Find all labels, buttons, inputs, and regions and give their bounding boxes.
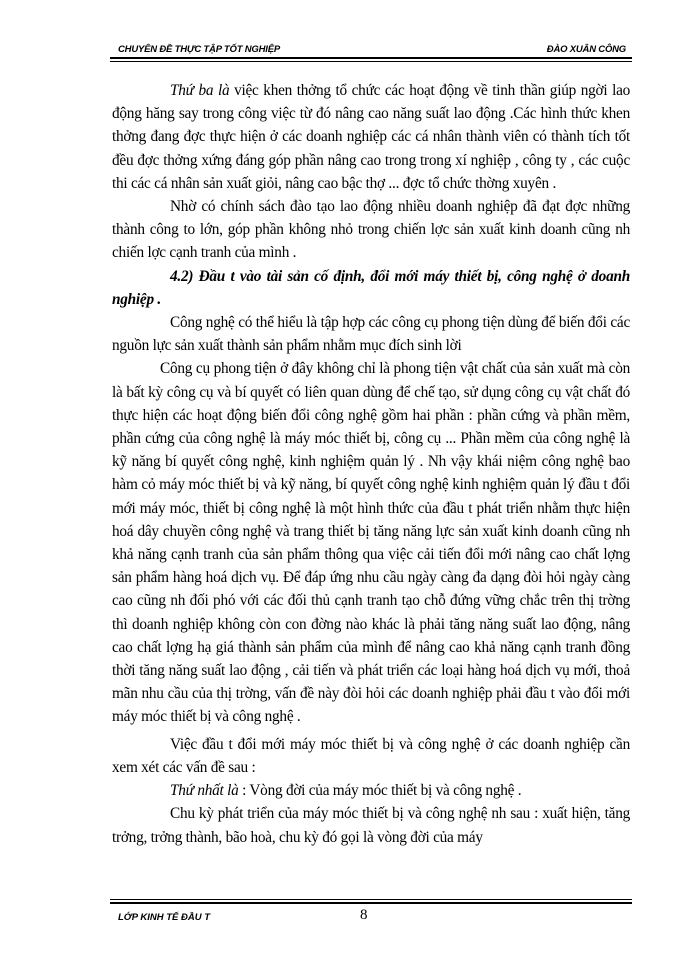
page-header (110, 38, 630, 58)
header-author-name: ĐÀO XUÂN CÔNG (546, 44, 626, 55)
paragraph-6-lead: Thứ nhất là (170, 782, 239, 800)
paragraph-6 (112, 779, 630, 802)
page-footer (110, 904, 632, 926)
document-body (112, 79, 630, 849)
paragraph-1-lead: Thứ ba là (170, 82, 230, 99)
paragraph-6-text: : Vòng đời của máy móc thiết bị và công nghệ . (238, 782, 522, 800)
header-rule-thick (110, 57, 632, 59)
footer-class-name: LỚP KINH TẾ ĐẦU T (118, 912, 211, 923)
header-document-title: CHUYÊN ĐỀ THỰC TẬP TỐT NGHIỆP (118, 44, 280, 55)
header-rule-thin (110, 61, 632, 62)
paragraph-7: Chu kỳ phát triển của máy móc thiết bị và công nghệ nh sau : xuất hiện, tăng trởng, trởng thành, bão hoà, chu kỳ đó gọi là vòng đời của máy (112, 805, 630, 846)
page-number: 8 (360, 907, 368, 923)
paragraph-1-text: việc khen thởng tổ chức các hoạt động về tinh thần giúp ngời lao động hăng say trong công việc từ đó nâng cao năng suất lao động .Các hình thức khen thởng đang đợc thực hiện ở các doanh nghiệp các cá nhân thành viên có thành tích tốt đều đợc thởng xứng đáng góp phần nâng cao trong trong xí nghiệp , công ty , các cuộc thi các cá nhân sản xuất giỏi, nâng cao bậc thợ ... đợc tổ chức thờng xuyên . (112, 82, 631, 192)
paragraph-2: Nhờ có chính sách đào tạo lao động nhiều doanh nghiệp đã đạt đợc những thành công to lớn, góp phần không nhỏ trong chiến lợc sản xuất kinh doanh cũng nh chiến lợc cạnh tranh của mình . (112, 198, 630, 262)
section-heading: 4.2) Đầu t vào tài sản cố định, đổi mới máy thiết bị, công nghệ ở doanh nghiệp . (112, 267, 630, 308)
paragraph-3: Công nghệ có thể hiểu là tập hợp các công cụ phong tiện dùng để biến đổi các nguồn lực sản xuất thành sản phẩm nhằm mục đích sinh lời (112, 314, 630, 355)
paragraph-4: Công cụ phong tiện ở đây không chỉ là phong tiện vật chất của sản xuất mà còn là bất kỳ công cụ và bí quyết có liên quan dùng để chế tạo, sử dụng công cụ vật chất đó thực hiện các hoạt động biến đổi công nghệ gồm hai phần : phần cứng và phần mềm, phần cứng của công nghệ là máy móc thiết bị, công cụ ... Phần mềm của công nghệ là kỹ năng bí quyết công nghệ, kinh nghiệm quản lý . Nh vậy khái niệm công nghệ bao hàm cỏ máy móc thiết bị và kỹ năng, bí quyết công nghệ kinh nghiệm quản lý đầu t đổi mới máy móc, thiết bị công nghệ là một hình thức của đầu t phát triển nhằm thực hiện hoá dây chuyền công nghệ và trang thiết bị tăng năng lực sản xuất kinh doanh cũng nh khả năng cạnh tranh của sản phẩm thông qua việc cải tiến đổi mới nâng cao chất lợng sản phẩm hàng hoá dịch vụ. Để đáp ứng nhu cầu ngày càng đa dạng đòi hỏi ngày càng cao cũng nh đối phó với các đối thủ cạnh tranh tạo chỗ đứng vững chắc trên thị trờng thì doanh nghiệp không còn con đờng nào khác là phải tăng năng suất lao động, nâng cao chất lợng hạ giá thành sản phẩm của mình để nâng cao khả năng cạnh tranh đồng thời tăng năng suất lao động , cải tiến và phát triển các loại hàng hoá dịch vụ mới, thoả mãn nhu cầu của thị trờng, vấn đề này đòi hỏi các doanh nghiệp phải đầu t vào đổi mới máy móc thiết bị và công nghệ . (112, 360, 630, 726)
paragraph-1 (112, 79, 630, 195)
footer-rule-thin (110, 899, 632, 900)
paragraph-5: Việc đầu t đổi mới máy móc thiết bị và công nghệ ở các doanh nghiệp cần xem xét các vấn đề sau : (112, 735, 630, 776)
